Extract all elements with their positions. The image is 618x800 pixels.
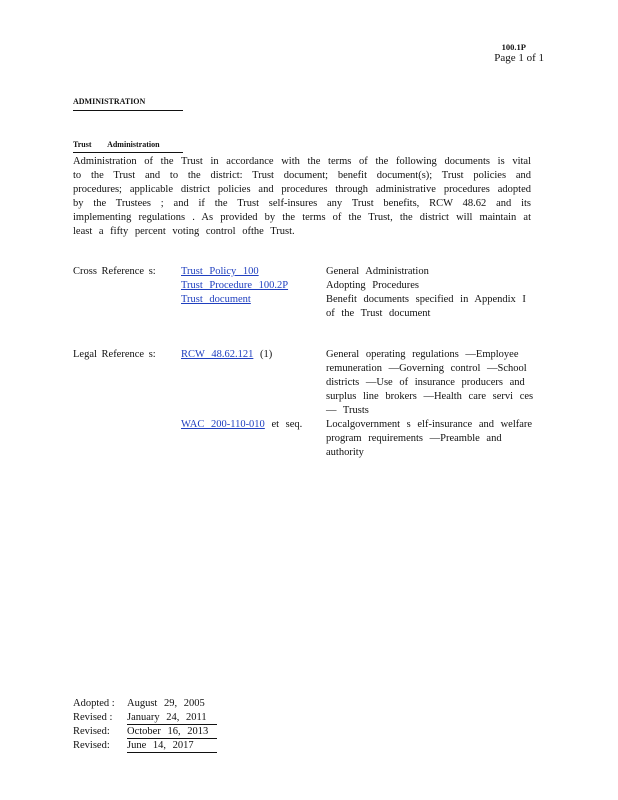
- policy-title: Trust Administration: [73, 138, 183, 153]
- cross-reference-description: General Administration: [326, 266, 429, 277]
- legal-reference-label: Legal Reference s:: [73, 349, 156, 360]
- history-date: October 16, 2013: [127, 725, 217, 739]
- history-date: June 14, 2017: [127, 739, 217, 753]
- legal-reference-link[interactable]: RCW 48.62.121 (1): [181, 349, 273, 360]
- legal-reference-link[interactable]: WAC 200-110-010 et seq.: [181, 419, 303, 430]
- cross-reference-link[interactable]: Trust document: [181, 294, 251, 305]
- policy-body: Administration of the Trust in accordance with the terms of the following documents is vital to the Trust and to the district: Trust document; benefit document(s); Trust policies and procedures; applicable district policies and procedures through administrative procedures adopted by the Trustees ; and if the Trust self-insures any Trust benefits, RCW 48.62 and its implementing regulations . As provided by the terms of the Trust, the district will maintain at least a fifty percent voting control ofthe Trust.: [73, 156, 531, 237]
- cross-reference-description: Benefit documents specified in Appendix I of the Trust document: [326, 294, 526, 319]
- cross-reference-link[interactable]: Trust Policy 100: [181, 266, 259, 277]
- legal-reference-description: Localgovernment s elf-insurance and welfare program requirements —Preamble and authority: [326, 419, 533, 458]
- history-label: Revised :: [73, 712, 113, 723]
- policy-number: 100.1P: [501, 42, 526, 52]
- history-label: Revised:: [73, 740, 110, 751]
- legal-reference-description: General operating regulations —Employee remuneration —Governing control —School districts —Use of insurance producers and surplus line brokers —Health care servi ces — Trusts: [326, 349, 534, 416]
- history-date: January 24, 2011: [127, 711, 217, 725]
- cross-reference-link[interactable]: Trust Procedure 100.2P: [181, 280, 289, 291]
- history-label: Revised:: [73, 726, 110, 737]
- section-heading: ADMINISTRATION: [73, 95, 183, 111]
- legal-reference-suffix: (1): [253, 349, 273, 360]
- history-label: Adopted :: [73, 698, 115, 709]
- legal-reference-suffix: et seq.: [264, 419, 303, 430]
- cross-reference-label: Cross Reference s:: [73, 266, 156, 277]
- cross-reference-description: Adopting Procedures: [326, 280, 419, 291]
- history-date: August 29, 2005: [127, 698, 205, 709]
- page-number: Page 1 of 1: [494, 52, 544, 64]
